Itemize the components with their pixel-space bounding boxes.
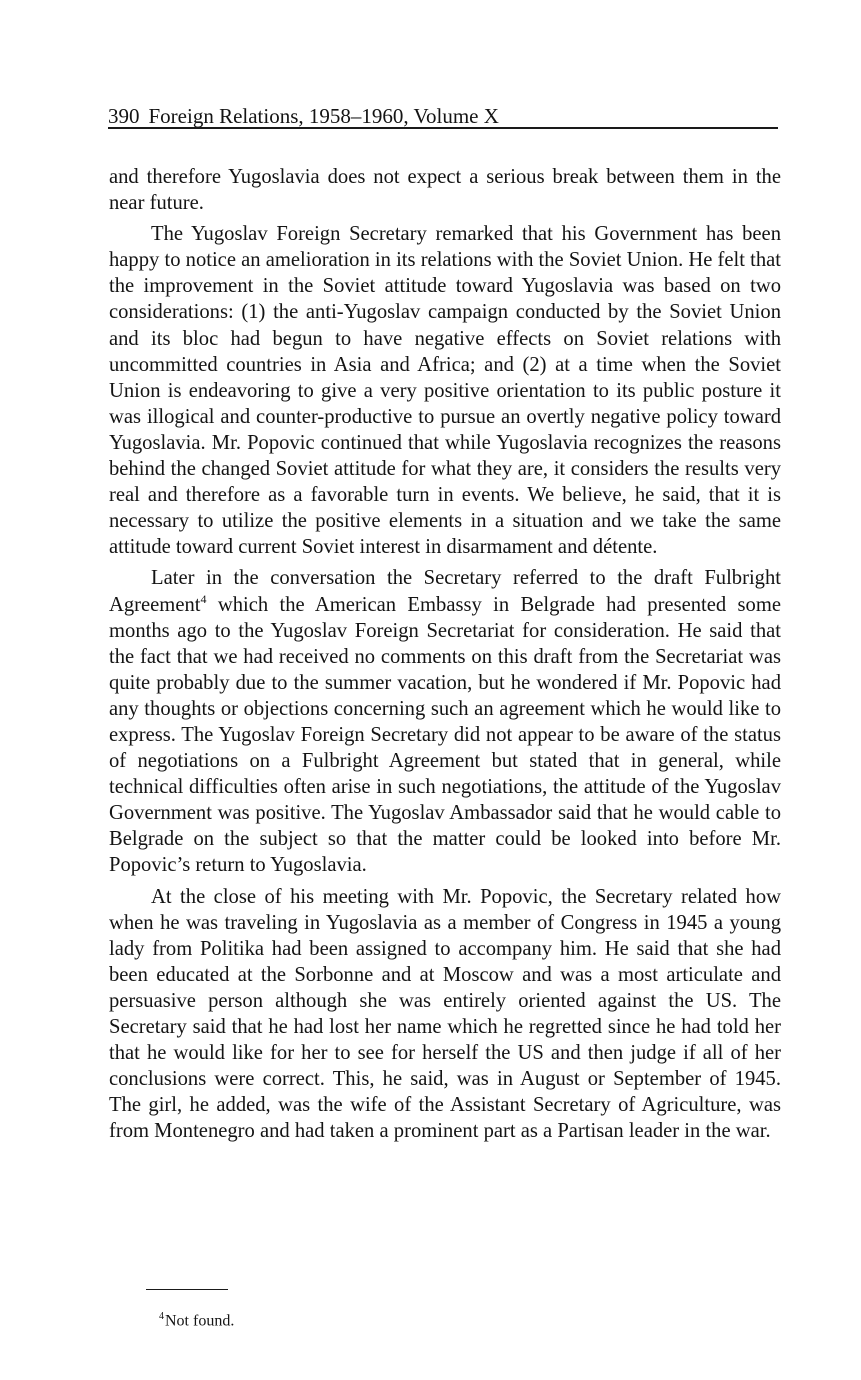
paragraph-text-after-note: which the American Embassy in Belgrade had presented some months ago to the Yugoslav Foreign Secretariat for consideration. He said that the fact that we had received no comments on this draft from the Secretariat was quite probably due to the summer vacation, but he wondered if Mr. Popovic had any thoughts or objections concerning such an agreement which he would like to express. The Yugoslav Foreign Secretary did not appear to be aware of the status of negotiations on a Fulbright Agreement but stated that in general, while technical difficulties often arise in such negotiations, the attitude of the Yugoslav Government was positive. The Yugoslav Ambassador said that he would cable to Belgrade on the subject so that the matter could be looked into before Mr. Popovic’s return to Yugoslavia. [109, 593, 781, 877]
paragraph-fulbright-agreement [109, 565, 781, 878]
paragraph-politika-anecdote: At the close of his meeting with Mr. Popovic, the Secretary related how when he was traveling in Yugoslavia as a member of Congress in 1945 a young lady from Politika had been assigned to accompany him. He said that she had been educated at the Sorbonne and at Moscow and was a most articulate and persuasive person although she was entirely oriented against the US. The Secretary said that he had lost her name which he regretted since he had told her that he would like for her to see for herself the US and then judge if all of her conclusions were correct. This, he said, was in August or September of 1945. The girl, he added, was the wife of the Assistant Secretary of Agriculture, was from Montenegro and had taken a prominent part as a Partisan leader in the war. [109, 885, 781, 1143]
footnote-number: 4 [159, 1311, 164, 1322]
paragraph-continued: and therefore Yugoslavia does not expect a serious break between them in the near future. [109, 166, 781, 215]
footnote-rule [146, 1289, 228, 1290]
footnote [159, 1306, 234, 1332]
running-header [108, 102, 778, 130]
header-rule [108, 127, 778, 129]
paragraph-soviet-relations: The Yugoslav Foreign Secretary remarked that his Government has been happy to notice an amelioration in its relations with the Soviet Union. He felt that the improvement in the Soviet attitude toward Yugoslavia was based on two considerations: (1) the anti-Yugoslav campaign conducted by the Soviet Union and its bloc had begun to have negative effects on Soviet relations with uncommitted countries in Asia and Africa; and (2) at a time when the Soviet Union is endeavoring to give a very positive orientation to its public posture it was illogical and counter-productive to pursue an overtly negative policy toward Yugoslavia. Mr. Popovic continued that while Yugoslavia recognizes the reasons behind the changed Soviet attitude for what they are, it considers the results very real and therefore as a favorable turn in events. We believe, he said, that it is necessary to utilize the positive elements in a situation and we take the same attitude toward current Soviet interest in disarmament and détente. [109, 223, 782, 559]
page-number: 390 [108, 104, 140, 128]
running-title: Foreign Relations, 1958–1960, Volume X [148, 104, 499, 128]
body-text [109, 164, 781, 1149]
footnote-reference: 4 [200, 591, 207, 606]
paragraph-text-before-note: Later in the conversation the Secretary referred to the draft Fulbright Agreement [109, 567, 781, 616]
footnote-text: Not found. [165, 1312, 235, 1330]
